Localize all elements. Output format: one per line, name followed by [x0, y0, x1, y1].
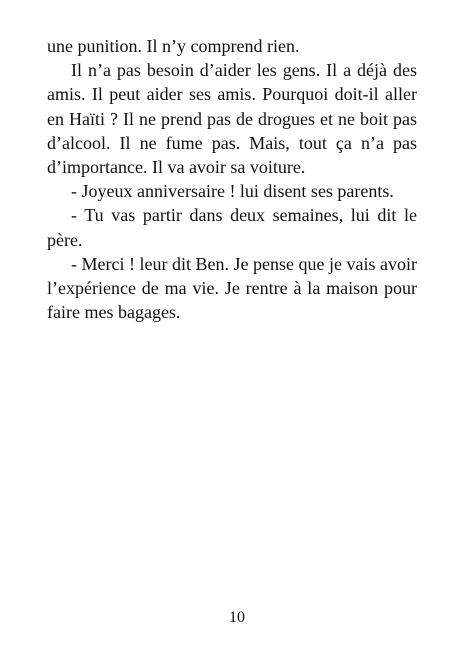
body-text	[47, 34, 417, 324]
dialogue-line: - Tu vas partir dans deux semaines, lui dit le père.	[47, 205, 417, 250]
paragraph: Il n’a pas besoin d’aider les gens. Il a déjà des amis. Il peut aider ses amis. Pourquoi doit-il aller en Haïti ? Il ne prend pas de drogues et ne boit pas d’alcool. Il ne fume pas. Mais, tout ça n’a pas d’importance. Il va avoir sa voiture.	[47, 60, 417, 178]
dialogue-line: - Joyeux anniversaire ! lui disent ses parents.	[71, 181, 394, 202]
dialogue-line: - Merci ! leur dit Ben. Je pense que je vais avoir l’expérience de ma vie. Je rentre à la maison pour faire mes bagages.	[47, 253, 417, 323]
paragraph-continuation: une punition. Il n’y comprend rien.	[47, 36, 300, 56]
page-number: 10	[229, 609, 245, 626]
